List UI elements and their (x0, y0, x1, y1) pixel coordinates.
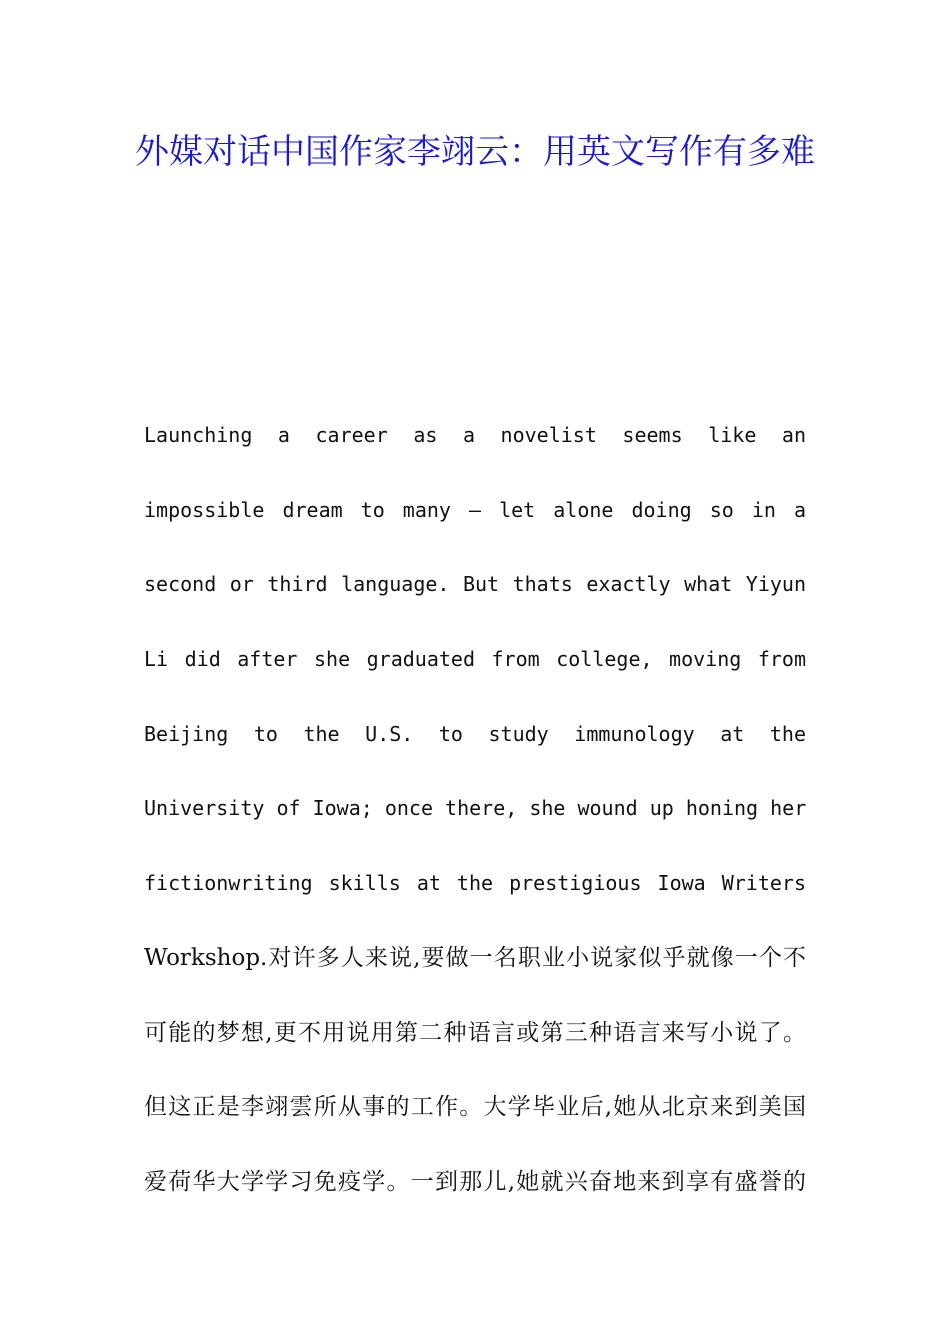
document-body (144, 398, 806, 1220)
body-line: Beijing to the U.S. to study immunology at the (144, 721, 806, 746)
body-line: University of Iowa; once there, she wound up honing her (144, 796, 806, 821)
body-line: 但这正是李翊雲所从事的工作。大学毕业后,她从北京来到美国 (144, 1094, 806, 1121)
body-line: 爱荷华大学学习免疫学。一到那儿,她就兴奋地来到享有盛誉的 (144, 1168, 806, 1195)
document-title: 外媒对话中国作家李翊云：用英文写作有多难 (135, 132, 815, 172)
body-line: impossible dream to many — let alone doing so in a (144, 497, 806, 522)
body-line: second or third language. But thats exactly what Yiyun (144, 572, 806, 597)
body-line: Li did after she graduated from college, moving from (144, 647, 806, 672)
body-line: Launching a career as a novelist seems like an (144, 423, 806, 447)
body-line: Workshop.对许多人来说,要做一名职业小说家似乎就像一个不 (144, 944, 806, 971)
body-line: 可能的梦想,更不用说用第二种语言或第三种语言来写小说了。 (144, 1019, 806, 1046)
body-line: fictionwriting skills at the prestigious Iowa Writers (144, 871, 806, 896)
